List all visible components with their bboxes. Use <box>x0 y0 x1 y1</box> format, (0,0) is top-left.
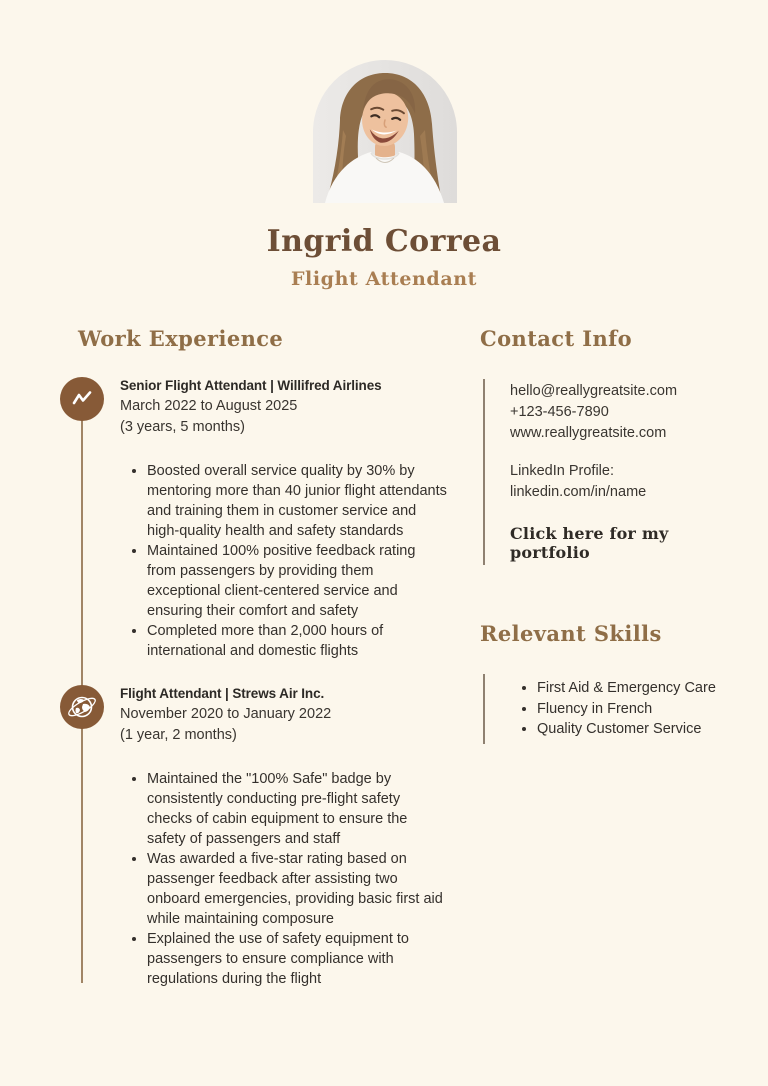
profile-photo <box>313 60 457 203</box>
skill-item: • Quality Customer Service <box>537 719 730 740</box>
relevant-skills-heading: Relevant Skills <box>480 621 662 646</box>
portfolio-link[interactable]: Click here for my portfolio <box>510 524 669 562</box>
skill-item: • Fluency in French <box>537 699 730 720</box>
job-title: Flight Attendant | Strews Air Inc. <box>120 686 325 701</box>
job-dates: November 2020 to January 2022 <box>120 706 332 722</box>
job-bullet: • Maintained the "100% Safe" badge by consistently conducting pre-flight safety checks of cabin equipment to ensure the safety of passengers and staff <box>147 769 448 849</box>
linkedin-link[interactable]: linkedin.com/in/name <box>510 484 647 500</box>
phone-link[interactable]: +123-456-7890 <box>510 404 609 420</box>
linkedin-label: LinkedIn Profile: <box>510 463 614 479</box>
skill-item: • First Aid & Emergency Care <box>537 678 730 699</box>
job-bullet: • Boosted overall service quality by 30% by mentoring more than 40 junior flight attendants and training them in customer service and high-quality health and safety standards <box>147 461 448 541</box>
linkedin-group <box>510 461 730 503</box>
job-duration: (1 year, 2 months) <box>120 727 237 743</box>
zigzag-monogram-icon <box>60 377 104 421</box>
sidebar <box>480 326 730 744</box>
email-link[interactable]: hello@reallygreatsite.com <box>510 383 678 399</box>
job-bullet: • Was awarded a five-star rating based on passenger feedback after assisting two onboard emergencies, providing basic first aid while maintaining composure <box>147 849 448 929</box>
experience-timeline <box>60 375 448 989</box>
person-job-title: Flight Attendant <box>290 268 478 290</box>
work-experience-heading: Work Experience <box>78 326 284 351</box>
job-duration: (3 years, 5 months) <box>120 419 245 435</box>
job-entry-flight-attendant <box>60 683 448 989</box>
job-bullet-list <box>120 769 448 989</box>
work-experience-section <box>60 326 448 989</box>
profile-photo-illustration <box>313 60 457 203</box>
person-name: Ingrid Correa <box>266 224 502 259</box>
contact-info-block <box>483 379 730 565</box>
job-bullet: • Maintained 100% positive feedback rating from passengers by providing them exceptional client-centered service and ensuring their comfort and safety <box>147 541 448 621</box>
skills-block <box>483 674 730 744</box>
website-link[interactable]: www.reallygreatsite.com <box>510 425 667 441</box>
job-bullet: • Completed more than 2,000 hours of international and domestic flights <box>147 621 448 661</box>
job-entry-senior-flight-attendant <box>60 375 448 661</box>
contact-info-heading: Contact Info <box>480 326 633 351</box>
job-bullet: • Explained the use of safety equipment to passengers to ensure compliance with regulations during the flight <box>147 929 448 989</box>
globe-icon <box>60 685 104 729</box>
job-dates: March 2022 to August 2025 <box>120 398 298 414</box>
skills-list <box>485 678 730 740</box>
job-bullet-list <box>120 461 448 661</box>
job-title: Senior Flight Attendant | Willifred Airlines <box>120 378 382 393</box>
